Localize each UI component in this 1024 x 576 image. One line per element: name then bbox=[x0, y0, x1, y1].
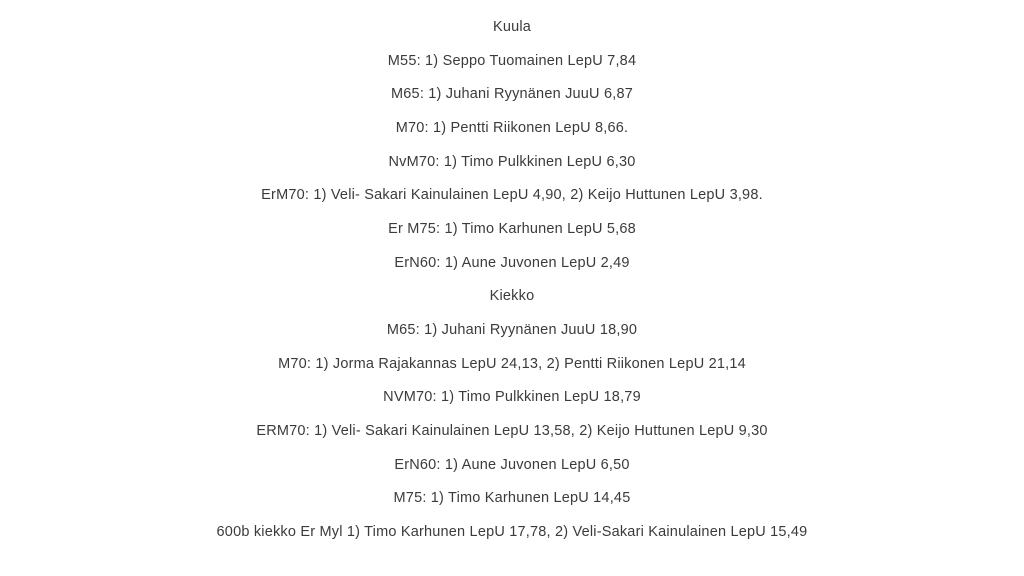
result-line: ErN60: 1) Aune Juvonen LepU 2,49 bbox=[394, 254, 630, 271]
result-line: M75: 1) Timo Karhunen LepU 14,45 bbox=[393, 490, 631, 507]
result-line: NvM70: 1) Timo Pulkkinen LepU 6,30 bbox=[388, 153, 636, 170]
result-line: M55: 1) Seppo Tuomainen LepU 7,84 bbox=[387, 52, 637, 69]
result-line: M70: 1) Jorma Rajakannas LepU 24,13, 2) Pentti Riikonen LepU 21,14 bbox=[278, 355, 746, 372]
result-line: ErM70: 1) Veli- Sakari Kainulainen LepU 4,90, 2) Keijo Huttunen LepU 3,98. bbox=[261, 187, 763, 204]
result-line: 600b kiekko Er Myl 1) Timo Karhunen LepU 17,78, 2) Veli-Sakari Kainulainen LepU 15,49 bbox=[216, 524, 808, 541]
result-line: ErN60: 1) Aune Juvonen LepU 6,50 bbox=[394, 456, 630, 473]
result-line: M65: 1) Juhani Ryynänen JuuU 18,90 bbox=[386, 322, 638, 339]
result-line: Er M75: 1) Timo Karhunen LepU 5,68 bbox=[388, 220, 636, 237]
section-title-kiekko: Kiekko bbox=[489, 288, 535, 305]
result-line: M65: 1) Juhani Ryynänen JuuU 6,87 bbox=[391, 86, 633, 103]
section-title-kuula: Kuula bbox=[492, 18, 532, 35]
result-line: M70: 1) Pentti Riikonen LepU 8,66. bbox=[395, 119, 629, 136]
result-line: ERM70: 1) Veli- Sakari Kainulainen LepU 13,58, 2) Keijo Huttunen LepU 9,30 bbox=[256, 423, 768, 440]
result-line: NVM70: 1) Timo Pulkkinen LepU 18,79 bbox=[383, 389, 641, 406]
